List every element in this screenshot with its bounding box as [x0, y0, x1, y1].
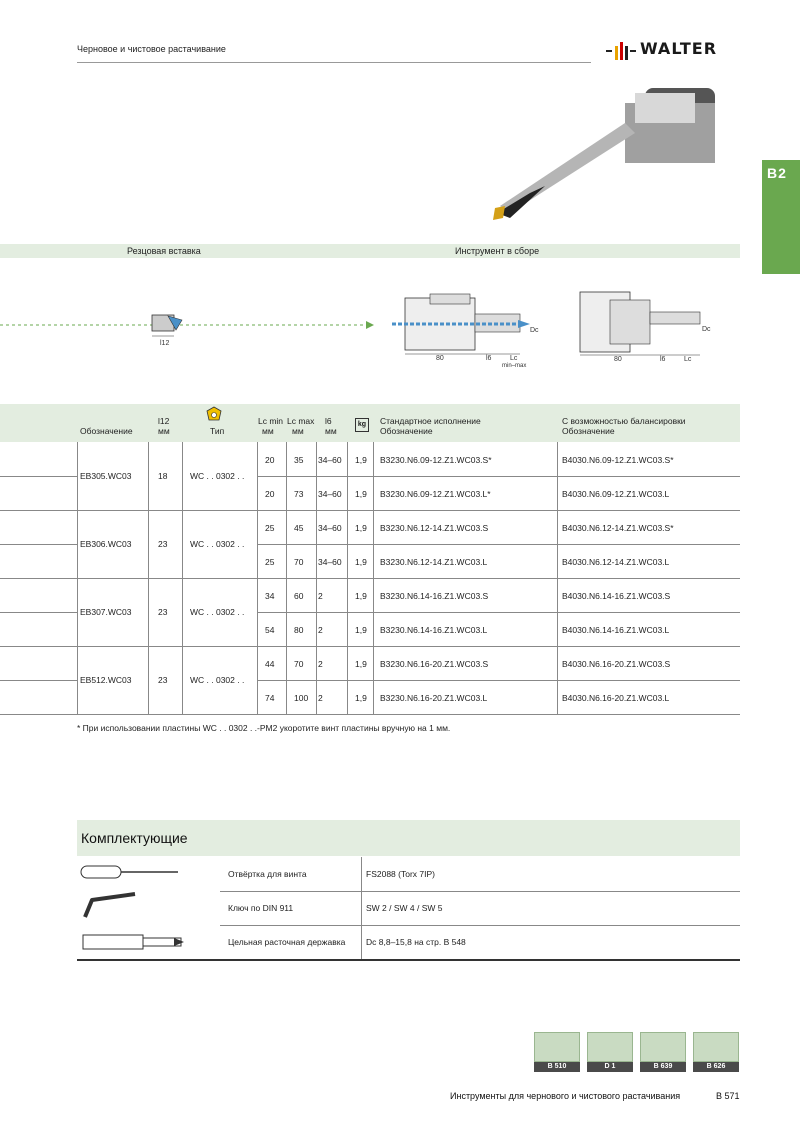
- cell-standard: B3230.N6.16-20.Z1.WC03.S: [380, 659, 489, 669]
- l12-dim: l12: [160, 340, 170, 347]
- cell-type: WC . . 0302 . .: [190, 607, 245, 617]
- cell-kg: 1,9: [355, 523, 367, 533]
- cell-standard: B3230.N6.14-16.Z1.WC03.S: [380, 591, 489, 601]
- th-l6: l6: [325, 416, 332, 426]
- insert-label: Резцовая вставка: [127, 246, 201, 256]
- hex-key-icon: [80, 892, 140, 922]
- table-column-line: [373, 442, 374, 714]
- screwdriver-icon: [80, 862, 185, 882]
- cell-type: WC . . 0302 . .: [190, 471, 245, 481]
- cell-kg: 1,9: [355, 489, 367, 499]
- cell-l6: 2: [318, 591, 323, 601]
- assembly-diagram: [0, 280, 740, 370]
- cell-l6: 34–60: [318, 489, 342, 499]
- cell-l6: 34–60: [318, 557, 342, 567]
- cell-l12: 23: [158, 607, 168, 617]
- table-row-line: [257, 680, 740, 681]
- table-column-line: [316, 442, 317, 714]
- cell-kg: 1,9: [355, 455, 367, 465]
- th-lcmin-unit: мм: [262, 426, 274, 436]
- th-standard: Стандартное исполнение: [380, 416, 481, 426]
- component-label: Отвёртка для винта: [228, 869, 307, 879]
- chapter-tab-label: B2: [767, 165, 787, 181]
- cell-lcmin: 25: [265, 523, 275, 533]
- cell-lcmin: 20: [265, 489, 275, 499]
- cell-l12: 23: [158, 539, 168, 549]
- table-column-line: [257, 442, 258, 714]
- group-line: [0, 680, 77, 681]
- reference-badge: [534, 1032, 580, 1072]
- component-value: SW 2 / SW 4 / SW 5: [366, 903, 443, 913]
- th-standard-sub: Обозначение: [380, 426, 433, 436]
- cell-lcmax: 100: [294, 693, 309, 703]
- component-value: Dc 8,8–15,8 на стр. B 548: [366, 937, 466, 947]
- components-title: Комплектующие: [81, 830, 188, 846]
- svg-text:80: 80: [614, 356, 622, 363]
- svg-text:80: 80: [436, 355, 444, 362]
- th-type: Тип: [210, 426, 225, 436]
- cell-balance: B4030.N6.09-12.Z1.WC03.L: [562, 489, 670, 499]
- cell-lcmax: 70: [294, 659, 304, 669]
- table-column-line: [286, 442, 287, 714]
- components-band: [77, 820, 740, 856]
- component-label: Цельная расточная державка: [228, 937, 346, 947]
- table-row-line: [257, 612, 740, 613]
- group-line: [0, 544, 77, 545]
- cell-lcmin: 74: [265, 693, 275, 703]
- th-designation: Обозначение: [80, 426, 133, 436]
- cell-balance: B4030.N6.12-14.Z1.WC03.S*: [562, 523, 674, 533]
- cell-kg: 1,9: [355, 557, 367, 567]
- cell-l6: 2: [318, 625, 323, 635]
- cell-standard: B3230.N6.14-16.Z1.WC03.L: [380, 625, 488, 635]
- svg-text:Lc: Lc: [510, 355, 518, 362]
- svg-text:l6: l6: [660, 356, 666, 363]
- weight-icon: kg: [355, 418, 369, 432]
- table-row-line: [0, 510, 740, 511]
- cell-kg: 1,9: [355, 591, 367, 601]
- cell-lcmax: 70: [294, 557, 304, 567]
- cell-lcmin: 34: [265, 591, 275, 601]
- cell-balance: B4030.N6.16-20.Z1.WC03.S: [562, 659, 671, 669]
- cell-designation: EB307.WC03: [80, 607, 132, 617]
- cell-l12: 18: [158, 471, 168, 481]
- cell-balance: B4030.N6.14-16.Z1.WC03.S: [562, 591, 671, 601]
- badge-label: B 626: [693, 1062, 739, 1072]
- cell-lcmin: 44: [265, 659, 275, 669]
- component-row-line: [220, 925, 740, 926]
- cell-lcmax: 60: [294, 591, 304, 601]
- cell-lcmax: 45: [294, 523, 304, 533]
- page-number: B 571: [716, 1091, 740, 1101]
- components-divider: [361, 857, 362, 959]
- boring-bar-icon: [82, 932, 186, 952]
- table-header: [0, 404, 740, 442]
- table-row-line: [257, 476, 740, 477]
- svg-text:Dc: Dc: [530, 327, 539, 334]
- boring-tool-image: [485, 78, 740, 228]
- cell-lcmin: 25: [265, 557, 275, 567]
- component-row-line: [220, 891, 740, 892]
- insert-type-icon: [206, 406, 222, 422]
- table-row-line: [0, 714, 740, 715]
- cell-l6: 34–60: [318, 523, 342, 533]
- table-row-line: [0, 646, 740, 647]
- table-column-line: [77, 442, 78, 714]
- table-column-line: [557, 442, 558, 714]
- svg-text:Lc: Lc: [684, 356, 692, 363]
- th-l12-unit: мм: [158, 426, 170, 436]
- cell-kg: 1,9: [355, 693, 367, 703]
- chapter-tab: [762, 160, 800, 274]
- group-line: [0, 612, 77, 613]
- header-rule: [77, 62, 591, 63]
- table-row-line: [0, 578, 740, 579]
- table-column-line: [148, 442, 149, 714]
- badge-picture: [693, 1032, 739, 1062]
- footer-text: Инструменты для чернового и чистового растачивания: [450, 1091, 681, 1101]
- cell-designation: EB305.WC03: [80, 471, 132, 481]
- cell-standard: B3230.N6.09-12.Z1.WC03.L*: [380, 489, 491, 499]
- page-section-title: Черновое и чистовое растачивание: [77, 44, 226, 54]
- badge-label: B 510: [534, 1062, 580, 1072]
- th-lcmax-unit: мм: [292, 426, 304, 436]
- cell-kg: 1,9: [355, 659, 367, 669]
- reference-badge: [640, 1032, 686, 1072]
- component-label: Ключ по DIN 911: [228, 903, 294, 913]
- cell-type: WC . . 0302 . .: [190, 675, 245, 685]
- cell-balance: B4030.N6.12-14.Z1.WC03.L: [562, 557, 670, 567]
- th-lcmin: Lc min: [258, 416, 284, 426]
- component-value: FS2088 (Torx 7IP): [366, 869, 435, 879]
- cell-standard: B3230.N6.09-12.Z1.WC03.S*: [380, 455, 492, 465]
- cell-designation: EB512.WC03: [80, 675, 132, 685]
- th-balance: С возможностью балансировки: [562, 416, 686, 426]
- cell-lcmax: 73: [294, 489, 304, 499]
- cell-l6: 2: [318, 693, 323, 703]
- cell-lcmin: 54: [265, 625, 275, 635]
- svg-text:l6: l6: [486, 355, 492, 362]
- th-l12: l12: [158, 416, 170, 426]
- badge-picture: [534, 1032, 580, 1062]
- reference-badge: [587, 1032, 633, 1072]
- reference-badge: [693, 1032, 739, 1072]
- cell-standard: B3230.N6.16-20.Z1.WC03.L: [380, 693, 488, 703]
- svg-text:min–max: min–max: [502, 363, 527, 369]
- group-line: [0, 476, 77, 477]
- diagram-label-band: [0, 244, 740, 258]
- cell-designation: EB306.WC03: [80, 539, 132, 549]
- cell-l6: 34–60: [318, 455, 342, 465]
- assembly-label: Инструмент в сборе: [455, 246, 540, 256]
- badge-picture: [640, 1032, 686, 1062]
- footnote: * При использовании пластины WC . . 0302 . .-PM2 укоротите винт пластины вручную на 1 мм.: [77, 723, 451, 733]
- cell-l6: 2: [318, 659, 323, 669]
- svg-text:Dc: Dc: [702, 326, 711, 333]
- cell-balance: B4030.N6.14-16.Z1.WC03.L: [562, 625, 670, 635]
- table-row-line: [257, 544, 740, 545]
- cell-lcmin: 20: [265, 455, 275, 465]
- badge-label: B 639: [640, 1062, 686, 1072]
- cell-lcmax: 35: [294, 455, 304, 465]
- cell-l12: 23: [158, 675, 168, 685]
- th-lcmax: Lc max: [287, 416, 315, 426]
- table-column-line: [182, 442, 183, 714]
- th-balance-sub: Обозначение: [562, 426, 615, 436]
- badge-label: D 1: [587, 1062, 633, 1072]
- th-l6-unit: мм: [325, 426, 337, 436]
- component-row-line: [77, 959, 740, 961]
- cell-standard: B3230.N6.12-14.Z1.WC03.L: [380, 557, 488, 567]
- cell-balance: B4030.N6.16-20.Z1.WC03.L: [562, 693, 670, 703]
- cell-type: WC . . 0302 . .: [190, 539, 245, 549]
- table-column-line: [347, 442, 348, 714]
- logo-text: WALTER: [640, 39, 718, 58]
- cell-kg: 1,9: [355, 625, 367, 635]
- cell-balance: B4030.N6.09-12.Z1.WC03.S*: [562, 455, 674, 465]
- badge-picture: [587, 1032, 633, 1062]
- cell-standard: B3230.N6.12-14.Z1.WC03.S: [380, 523, 489, 533]
- cell-lcmax: 80: [294, 625, 304, 635]
